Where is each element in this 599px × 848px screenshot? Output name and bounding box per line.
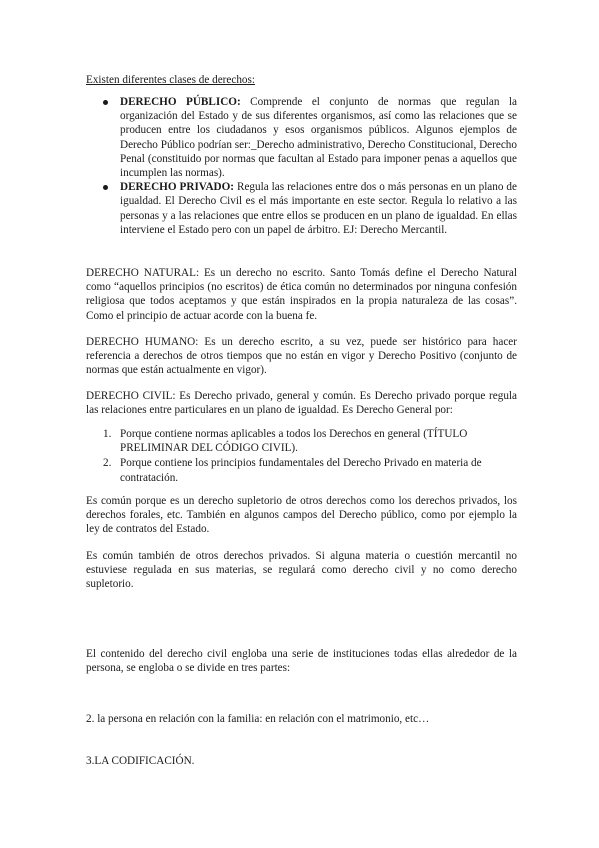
general-reasons-list <box>86 427 517 486</box>
list-item-reason-2 <box>86 456 517 484</box>
paragraph-comun-supletorio: Es común porque es un derecho supletorio de otros derechos como los derechos privados, los derechos forales, etc. También en algunos campos del Derecho público, como por ejemplo la ley de contratos del Estado. <box>86 495 517 536</box>
list-item-derecho-publico <box>86 95 517 180</box>
term-derecho-privado: DERECHO PRIVADO: <box>120 181 235 194</box>
bullet-icon <box>103 100 108 105</box>
reason-1-text: Porque contiene normas aplicables a todos los Derechos en general (TÍTULO PRELIMINAR DEL CÓDIGO CIVIL). <box>120 428 468 455</box>
paragraph-contenido: El contenido del derecho civil engloba una serie de instituciones todas ellas alrededor de la persona, se engloba o se divide en tres partes: <box>86 648 517 675</box>
paragraph-derecho-humano: DERECHO HUMANO: Es un derecho escrito, a su vez, puede ser histórico para hacer referencia a derechos de otros tiempos que no están en vigor y Derecho Positivo (conjunto de normas que están actualmente en vigor). <box>86 336 517 377</box>
list-number: 1. <box>103 428 112 440</box>
desc-derecho-privado: Regula las relaciones entre dos o más personas en un plano de igualdad. El Derecho Civil es el más importante en este sector. Regula lo relativo a las personas y a las relaciones que entre ellos se producen en un plano de igualdad. En ellas interviene el Estado pero con un papel de árbitro. EJ: Derecho Mercantil. <box>120 181 517 236</box>
section-part-2: 2. la persona en relación con la familia: en relación con el matrimonio, etc… <box>86 713 430 725</box>
desc-derecho-publico: Comprende el conjunto de normas que regulan la organización del Estado y de sus diferentes organismos, así como las relaciones que se producen entre los ciudadanos y esos organismos públicos. Algunos ejemplos de Derecho Público podrían ser:_Derecho administrativo, Derecho Constitucional, Derecho Penal (constituido por normas que facultan al Estado para imponer penas a aquellos que incumplen las normas). <box>120 96 518 180</box>
paragraph-derecho-civil: DERECHO CIVIL: Es Derecho privado, general y común. Es Derecho privado porque regula las relaciones entre particulares en un plano de igualdad. Es Derecho General por: <box>86 390 517 417</box>
paragraph-comun-privados: Es común también de otros derechos privados. Si alguna materia o cuestión mercantil no estuviese regulada en sus materias, se regulará como derecho civil y no como derecho supletorio. <box>86 550 517 591</box>
list-item-derecho-privado <box>86 180 517 237</box>
term-derecho-publico: DERECHO PÚBLICO: <box>120 96 241 108</box>
intro-heading: Existen diferentes clases de derechos: <box>86 74 255 86</box>
paragraph-derecho-natural: DERECHO NATURAL: Es un derecho no escrito. Santo Tomás define el Derecho Natural como “aquellos principios (no escritos) de ética común no determinados por ninguna confesión religiosa que todos aceptamos y que están inspirados en la propia naturaleza de las cosas”. Como el principio de actuar acorde con la buena fe. <box>86 267 517 322</box>
section-codificacion: 3.LA CODIFICACIÓN. <box>86 755 195 767</box>
law-types-list <box>86 95 517 237</box>
list-number: 2. <box>103 457 112 470</box>
list-item-reason-1 <box>86 427 517 455</box>
reason-2-text: Porque contiene los principios fundamentales del Derecho Privado en materia de contratación. <box>120 457 482 484</box>
bullet-icon <box>103 185 108 190</box>
